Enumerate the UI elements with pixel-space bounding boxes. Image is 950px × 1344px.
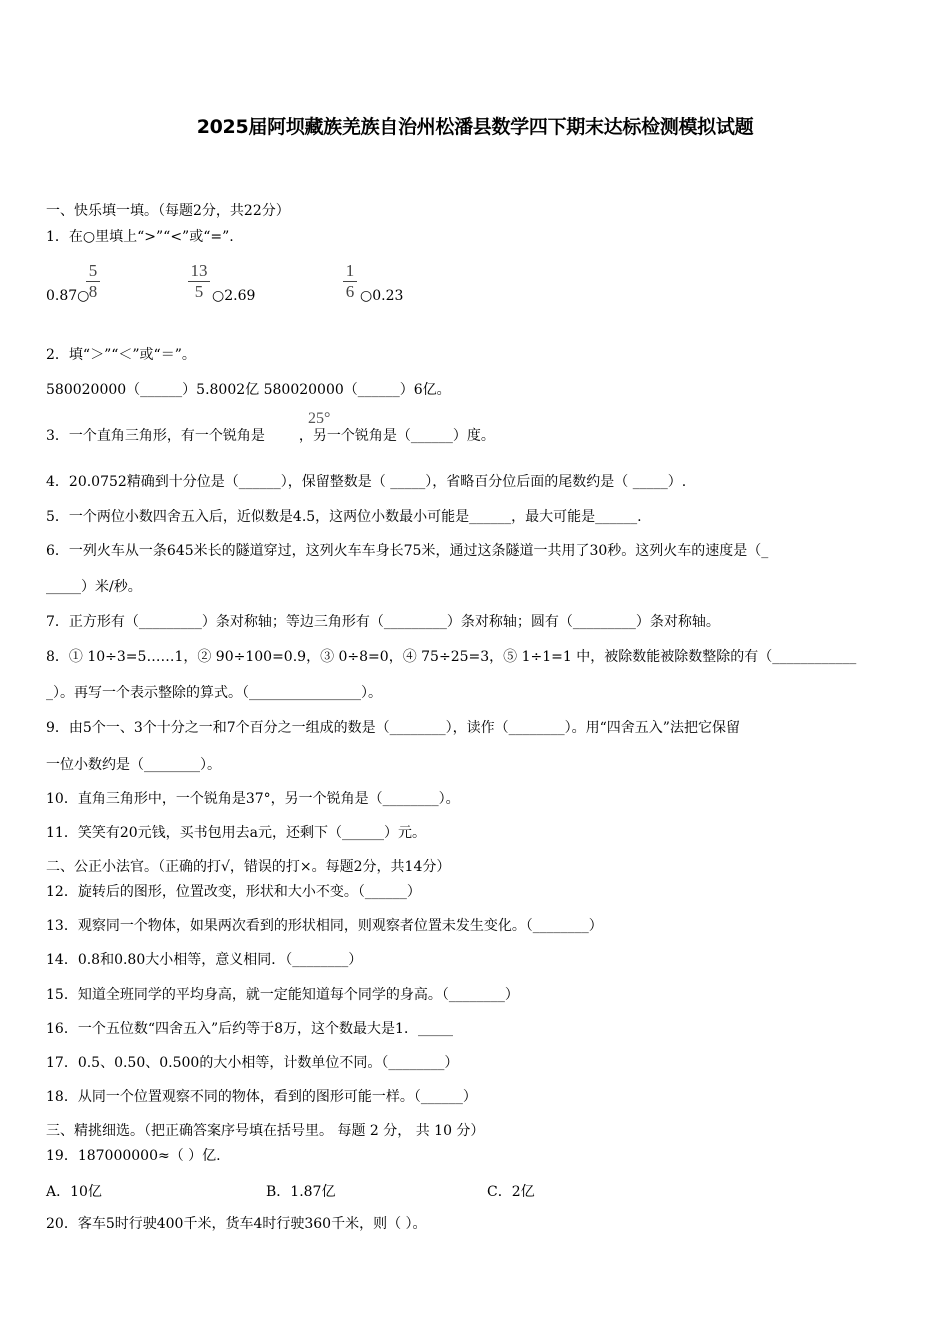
q1-item-3-right: ○0.23 bbox=[360, 288, 404, 304]
q19-option-c: C．2亿 bbox=[487, 1184, 535, 1200]
question-2-line: 580020000（______）5.8002亿 580020000（______）6亿。 bbox=[46, 382, 451, 398]
q1-item-2-right: ○2.69 bbox=[212, 288, 256, 304]
fraction-denominator: 8 bbox=[88, 282, 98, 301]
question-8-line-2: _）。再写一个表示整除的算式。（________________）。 bbox=[46, 685, 382, 701]
fraction-denominator: 5 bbox=[194, 282, 204, 301]
question-18: 18．从同一个位置观察不同的物体，看到的图形可能一样。（______） bbox=[46, 1089, 477, 1105]
question-12: 12．旋转后的图形，位置改变，形状和大小不变。（______） bbox=[46, 884, 421, 900]
question-8-line-1: 8．① 10÷3=5……1，② 90÷100=0.9，③ 0÷8=0，④ 75÷25=3，⑤ 1÷1=1 中，被除数能被除数整除的有（____________ bbox=[46, 649, 857, 665]
question-15: 15．知道全班同学的平均身高，就一定能知道每个同学的身高。（________） bbox=[46, 987, 519, 1003]
question-7: 7．正方形有（_________）条对称轴；等边三角形有（_________）条对称轴；圆有（_________）条对称轴。 bbox=[46, 614, 720, 630]
fraction-numerator: 1 bbox=[345, 261, 355, 280]
page-title: 2025届阿坝藏族羌族自治州松潘县数学四下期末达标检测模拟试题 bbox=[196, 116, 754, 138]
section-2-heading: 二、公正小法官。（正确的打√，错误的打×。每题2分，共14分） bbox=[46, 859, 451, 875]
question-4: 4．20.0752精确到十分位是（______），保留整数是（ _____），省略百分位后面的尾数约是（ _____）. bbox=[46, 474, 687, 490]
question-14: 14．0.8和0.80大小相等，意义相同．（________） bbox=[46, 952, 363, 968]
question-3-text-a: 3．一个直角三角形，有一个锐角是 bbox=[46, 428, 265, 444]
section-1-heading: 一、快乐填一填。（每题2分，共22分） bbox=[46, 203, 290, 219]
fraction-numerator: 13 bbox=[190, 261, 208, 280]
question-17: 17．0.5、0.50、0.500的大小相等，计数单位不同。（________） bbox=[46, 1055, 459, 1071]
question-10: 10．直角三角形中，一个锐角是37°，另一个锐角是（________）。 bbox=[46, 791, 460, 807]
question-6-line-1: 6．一列火车从一条645米长的隧道穿过，这列火车车身长75米，通过这条隧道一共用了30秒。这列火车的速度是（_ bbox=[46, 543, 769, 559]
q1-item-1-left: 0.87○ bbox=[46, 288, 90, 304]
question-5: 5．一个两位小数四舍五入后，近似数是4.5，这两位小数最小可能是______，最大可能是______. bbox=[46, 509, 642, 525]
fraction-13-5 bbox=[188, 262, 210, 301]
question-13: 13．观察同一个物体，如果两次看到的形状相同，则观察者位置未发生变化。（________） bbox=[46, 918, 603, 934]
fraction-numerator: 5 bbox=[88, 261, 98, 280]
question-2: 2．填“＞”“＜”或“＝”。 bbox=[46, 347, 196, 363]
question-9-line-1: 9．由5个一、3个十分之一和7个百分之一组成的数是（________），读作（________）。用“四舍五入”法把它保留 bbox=[46, 720, 740, 736]
question-11: 11．笑笑有20元钱，买书包用去a元，还剩下（______）元。 bbox=[46, 825, 426, 841]
angle-25-degrees: 25° bbox=[308, 410, 331, 427]
question-3 bbox=[46, 427, 495, 445]
fraction-denominator: 6 bbox=[345, 282, 355, 301]
question-9-line-2: 一位小数约是（________）。 bbox=[46, 757, 221, 773]
question-3-text-b: ，另一个锐角是（______）度。 bbox=[298, 428, 495, 444]
section-3-heading: 三、精挑细选。（把正确答案序号填在括号里。 每题 2 分， 共 10 分） bbox=[46, 1123, 485, 1139]
fraction-1-6 bbox=[343, 262, 357, 301]
q19-option-b: B．1.87亿 bbox=[266, 1184, 336, 1200]
question-6-line-2: _____）米/秒。 bbox=[46, 579, 142, 595]
q19-option-a: A．10亿 bbox=[46, 1184, 102, 1200]
question-1: 1．在○里填上“>”“<”或“=”. bbox=[46, 229, 234, 245]
question-19: 19．187000000≈（ ）亿. bbox=[46, 1148, 221, 1164]
question-20: 20．客车5时行驶400千米，货车4时行驶360千米，则（ ）。 bbox=[46, 1216, 427, 1232]
question-16: 16．一个五位数“四舍五入”后约等于8万，这个数最大是1．_____ bbox=[46, 1021, 453, 1037]
